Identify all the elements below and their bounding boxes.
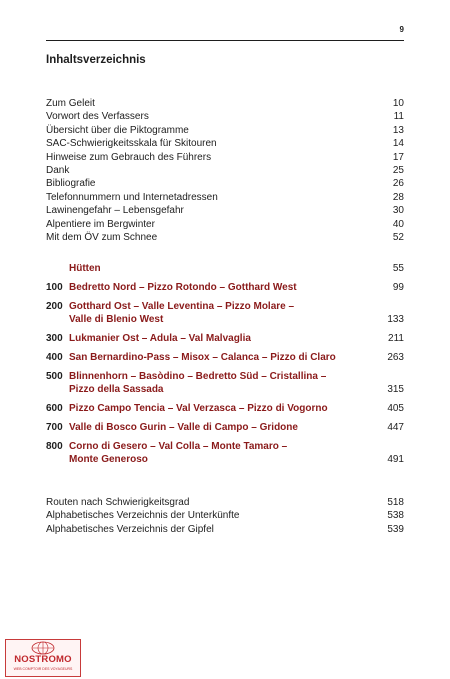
toc-chapter-600[interactable] — [46, 402, 404, 415]
toc-entry[interactable] — [46, 110, 404, 123]
logo-wordmark: NOSTROMO — [14, 654, 72, 665]
chapter-number: 500 — [46, 371, 63, 382]
globe-icon — [30, 641, 56, 655]
page-title: Inhaltsverzeichnis — [46, 54, 146, 66]
toc-entry[interactable] — [46, 218, 404, 231]
toc-entry-page: 538 — [387, 510, 404, 522]
page-number: 9 — [399, 25, 404, 34]
toc-entry-label: Telefonnummern und Internetadressen — [46, 191, 218, 203]
toc-chapter-800[interactable] — [46, 440, 404, 467]
toc-entry-label: Alpentiere im Bergwinter — [46, 218, 155, 230]
header-rule — [46, 40, 404, 41]
toc-entry[interactable] — [46, 177, 404, 190]
toc-entry[interactable] — [46, 124, 404, 137]
chapter-title: Valle di Bosco Gurin – Valle di Campo – Gridone — [69, 422, 298, 433]
chapter-title: Corno di Gesero – Val Colla – Monte Tamaro – — [69, 441, 288, 452]
toc-huts-entry[interactable] — [46, 262, 404, 275]
toc-chapter-300[interactable] — [46, 332, 404, 345]
chapter-title: Gotthard Ost – Valle Leventina – Pizzo Molare – — [69, 301, 295, 312]
toc-entry-page: 13 — [392, 124, 404, 136]
chapter-title: Pizzo Campo Tencia – Val Verzasca – Pizzo di Vogorno — [69, 403, 328, 414]
toc-entry-page: 518 — [387, 497, 404, 508]
chapter-title: Blinnenhorn – Basòdino – Bedretto Süd – Cristallina – — [69, 371, 327, 382]
toc-entry-page: 14 — [392, 138, 404, 150]
toc-chapter-700[interactable] — [46, 421, 404, 434]
toc-entry-page: 40 — [392, 218, 404, 230]
toc-entry-label: Alphabetisches Verzeichnis der Unterkünfte — [46, 510, 240, 522]
toc-entry[interactable] — [46, 523, 404, 536]
toc-chapter-100[interactable] — [46, 281, 404, 294]
toc-entry-page: 52 — [392, 232, 404, 244]
toc-entry-page: 26 — [392, 178, 404, 190]
chapter-title: Hütten — [69, 263, 101, 274]
chapter-number: 700 — [46, 422, 63, 433]
toc-entry-page: 539 — [387, 523, 404, 535]
toc-chapter-400[interactable] — [46, 351, 404, 364]
toc-entry-label: Bibliografie — [46, 178, 96, 190]
chapter-number: 600 — [46, 403, 63, 414]
toc-entry-page: 25 — [392, 165, 404, 177]
chapter-page: 55 — [392, 263, 404, 274]
toc-entry-label: Übersicht über die Piktogramme — [46, 124, 189, 136]
toc-chapter-200[interactable] — [46, 300, 404, 327]
toc-entry[interactable] — [46, 164, 404, 177]
chapter-page: 99 — [392, 282, 404, 293]
toc-entry-page: 17 — [392, 151, 404, 163]
chapter-number: 800 — [46, 441, 63, 452]
chapter-title: Bedretto Nord – Pizzo Rotondo – Gotthard West — [69, 282, 297, 293]
toc-entry[interactable] — [46, 204, 404, 217]
toc-entry-label: SAC-Schwierigkeitsskala für Skitouren — [46, 138, 217, 150]
chapter-number: 200 — [46, 301, 63, 312]
chapter-title-continued: Monte Generoso — [69, 454, 148, 466]
chapter-page: 133 — [387, 314, 404, 326]
toc-entry[interactable] — [46, 509, 404, 522]
chapter-page: 315 — [387, 384, 404, 396]
toc-entry-label: Alphabetisches Verzeichnis der Gipfel — [46, 523, 214, 535]
chapter-page: 211 — [388, 333, 404, 344]
chapter-number: 400 — [46, 352, 63, 363]
toc-entry-page: 28 — [392, 191, 404, 203]
chapter-page: 263 — [387, 352, 404, 363]
toc-entry-label: Routen nach Schwierigkeitsgrad — [46, 497, 190, 508]
logo-tagline: WEB COMPTOIR DES VOYAGEURS — [13, 667, 73, 671]
chapter-title-continued: Pizzo della Sassada — [69, 384, 164, 396]
chapter-page: 491 — [387, 454, 404, 466]
toc-entry[interactable] — [46, 231, 404, 244]
chapter-number: 300 — [46, 333, 63, 344]
chapter-page: 447 — [387, 422, 404, 433]
nostromo-logo — [5, 639, 81, 677]
toc-entry-label: Zum Geleit — [46, 98, 95, 109]
toc-entry[interactable] — [46, 137, 404, 150]
toc-entry-label: Dank — [46, 165, 70, 177]
toc-entry-label: Lawinengefahr – Lebensgefahr — [46, 205, 184, 217]
toc-entry-label: Mit dem ÖV zum Schnee — [46, 232, 158, 244]
chapter-title: Lukmanier Ost – Adula – Val Malvaglia — [69, 333, 251, 344]
toc-entry-page: 11 — [393, 111, 404, 123]
toc-entry-label: Vorwort des Verfassers — [46, 111, 149, 123]
toc-entry-label: Hinweise zum Gebrauch des Führers — [46, 151, 212, 163]
chapter-title: San Bernardino-Pass – Misox – Calanca – Pizzo di Claro — [69, 352, 336, 363]
chapter-title-continued: Valle di Blenio West — [69, 314, 164, 326]
toc-entry[interactable] — [46, 151, 404, 164]
toc-chapter-500[interactable] — [46, 370, 404, 397]
chapter-number: 100 — [46, 282, 63, 293]
toc-entry-page: 10 — [392, 98, 404, 109]
toc-entry[interactable] — [46, 97, 404, 110]
front-matter-list — [46, 97, 404, 244]
chapter-page: 405 — [387, 403, 404, 414]
toc-entry[interactable] — [46, 191, 404, 204]
toc-entry-page: 30 — [392, 205, 404, 217]
back-matter-list — [46, 496, 404, 536]
toc-entry[interactable] — [46, 496, 404, 509]
